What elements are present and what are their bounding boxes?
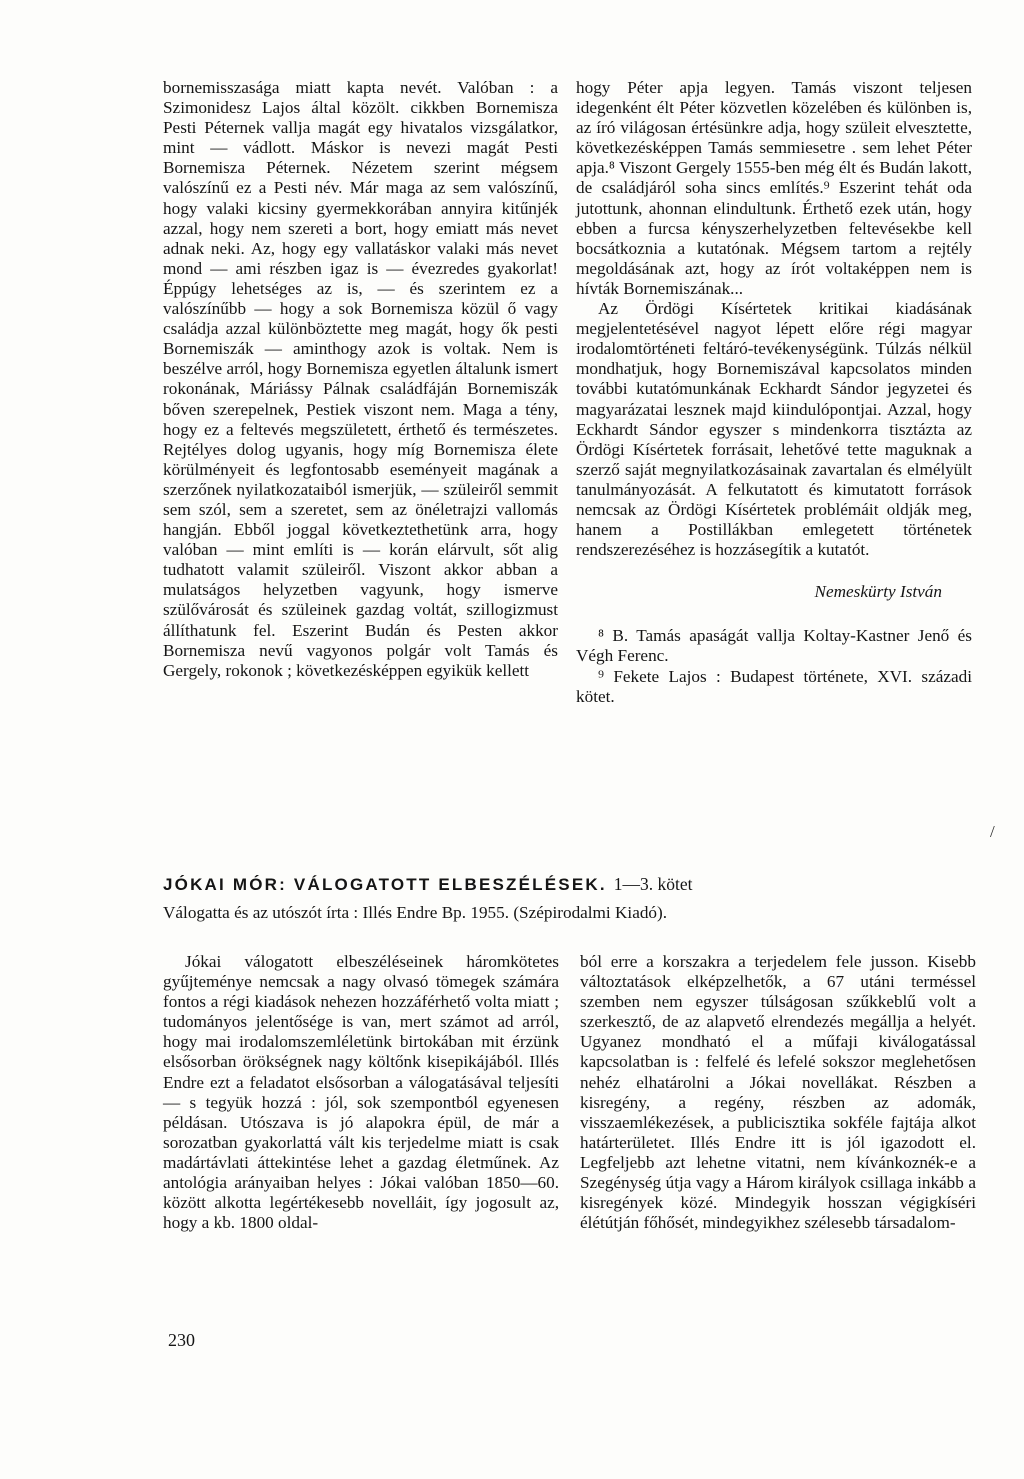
paragraph: hogy Péter apja legyen. Tamás viszont teljesen idegenként élt Péter közvetlen közelében és különben is, az író világosan értésünkre adja, hogy szüleit elvesztette, következésképpen Tamás semmiesetre . sem lehet Péter apja.⁸ Viszont Gergely 1555-ben még élt és Budán lakott, de családjáról soha sincs említés.⁹ Eszerint tehát oda jutottunk, ahonnan elindultunk. Érthető ezek után, hogy ebben a furcsa kényszerhelyzetben feltevésekbe kell bocsátkoznia a kutatónak. Mégsem tartom a rejtély megoldásának azt, hogy az írót voltaképpen nem is hívták Bornemiszának...	[576, 78, 972, 298]
paragraph: Az Ördögi Kísértetek kritikai kiadásának megjelentetésével nagyot lépett előre régi magyar irodalomtörténeti feltáró-tevékenységünk. Túlzás nélkül mondhatjuk, hogy Bornemiszával kapcsolatos minden további kutatómunkának Eckhardt Sándor jegyzetei és magyarázatai lesznek majd kiindulópontjai. Azzal, hogy Eckhardt Sándor egyszer s mindenkorra tisztázta az Ördögi Kísértetek forrásait, lehetővé tette maguknak a szerző saját megnyilatkozásainak zavartalan és elmélyült tanulmányozását. A felkutatott és kimutatott források nemcsak az Ördögi Kísértetek problémáit oldják meg, hanem a Postillákban emlegetett történetek rendszerezéséhez is hozzásegítik a kutatót.	[576, 299, 972, 560]
review-meta: Válogatta és az utószót írta : Illés Endre Bp. 1955. (Szépirodalmi Kiadó).	[163, 903, 668, 922]
footnote-9: ⁹ Fekete Lajos : Budapest története, XVI. századi kötet.	[576, 666, 972, 706]
review-heading	[163, 874, 963, 895]
footnote-8: ⁸ B. Tamás apaságát vallja Koltay-Kastner Jenő és Végh Ferenc.	[576, 626, 972, 666]
paragraph: bornemisszasága miatt kapta nevét. Valóban : a Szimonidesz Lajos által közölt. cikkben Bornemisza Pesti Péternek vallja magát egy hivatalos vizsgálatkor, mint — vádlott. Máskor is nevezi magát Pesti Bornemisza Péternek. Nézetem szerint mégsem valószínű ez a Pesti név. Már maga az sem valószínű, hogy valaki kicsiny gyermekkorában annyira kitűnjék azzal, hogy nem szereti a bort, hogy emiatt más nevet adnak neki. Az, hogy egy vallatáskor valaki más nevet mond — ami részben igaz is — évezredes gyakorlat! Éppúgy lehetséges az is, — és szerintem ez a valószínűbb — hogy a sok Bornemisza közül ő vagy családja azzal különböztette meg magát, hogy ők pesti Bornemiszák — aminthogy azok is voltak. Nem is beszélve arról, hogy Bornemisza egyetlen általunk ismert rokonának, Máriássy Pálnak családfáján Bornemiszák bőven szerepelnek, Pestiek viszont nem. Maga a tény, hogy ez a feltevés megszületett, érthető és természetes. Rejtélyes dolog ugyanis, hogy míg Bornemisza élete körülményeit és legfontosabb eseményeit magának a szerzőnek nyilatkozataiból ismerjük, — szüleiről semmit sem szól, sem a szeretet, sem az önéletrajzi vallomás hangján. Ebből joggal következtethetünk arra, hogy valóban — mint említi is — korán elárvult, sőt alig tudhatott valamit szüleiről. Viszont akkor abban a mulatságos helyzetben vagyunk, hogy ismerve szülővárosát és szüleinek gazdag voltát, szillogizmust állíthatunk fel. Eszerint Budán és Pesten akkor Bornemisza nevű vagyonos polgár volt Tamás és Gergely, rokonok ; következésképpen egyikük kellett	[163, 78, 558, 680]
article-column-2	[576, 78, 972, 707]
page-number: 230	[168, 1330, 195, 1350]
stray-mark: /	[990, 822, 995, 841]
review-column-2	[580, 952, 976, 1233]
review-volume: 1—3. kötet	[613, 874, 693, 894]
author-signature: Nemeskürty István	[814, 582, 942, 602]
paragraph: ból erre a korszakra a terjedelem fele jusson. Kisebb változtatások elképzelhetők, a 67 utáni terméssel szemben nem egyszer túlságosan szűkkeblű volt a szerkesztő, de az alapvető elrendezés megállja a helyét. Ugyanez mondható el a műfaji kiválogatással kapcsolatban is : felfelé és lefelé sokszor meglehetősen nehéz elhatárolni a Jókai novellákat. Részben a kisregény, a regény, részben az adomák, visszaemlékezések, a publicisztika sokféle fajtája alkot határterületet. Illés Endre itt is jól igazodott el. Legfeljebb azt lehetne vitatni, nem kívánkoznék-e a Szegénység útja vagy a Három királyok csillaga inkább a kisregények közé. Mindegyik hosszan végigkíséri élétútján főhősét, mindegyikhez szélesebb társadalom-	[580, 952, 976, 1233]
paragraph: Jókai válogatott elbeszéléseinek háromkötetes gyűjteménye nemcsak a nagy olvasó tömegek számára fontos a régi kiadások nehezen hozzáférhető volta miatt ; tudományos jelentősége is van, mert számot ad arról, hogy mai irodalomszemléletünk birtokában mit érzünk elsősorban örökségnek nagy költőnk kisepikájából. Illés Endre ezt a feladatot elsősorban a válogatásával teljesíti — s tegyük hozzá : jól, sok szempontból egyenesen példásan. Utószava is jó alapokra épül, de már a sorozatban gyakorlattá vált kis terjedelme miatt is csak madártávlati áttekintése lehet a gazdag életműnek. Az antológia arányaiban helyes : Jókai valóban 1850—60. között alkotta legértékesebb novelláit, így jogosult az, hogy a kb. 1800 oldal-	[163, 952, 559, 1233]
review-title: JÓKAI MÓR: VÁLOGATOTT ELBESZÉLÉSEK.	[163, 875, 607, 894]
review-column-1	[163, 952, 559, 1233]
footnotes	[576, 626, 972, 706]
article-column-1	[163, 78, 558, 681]
